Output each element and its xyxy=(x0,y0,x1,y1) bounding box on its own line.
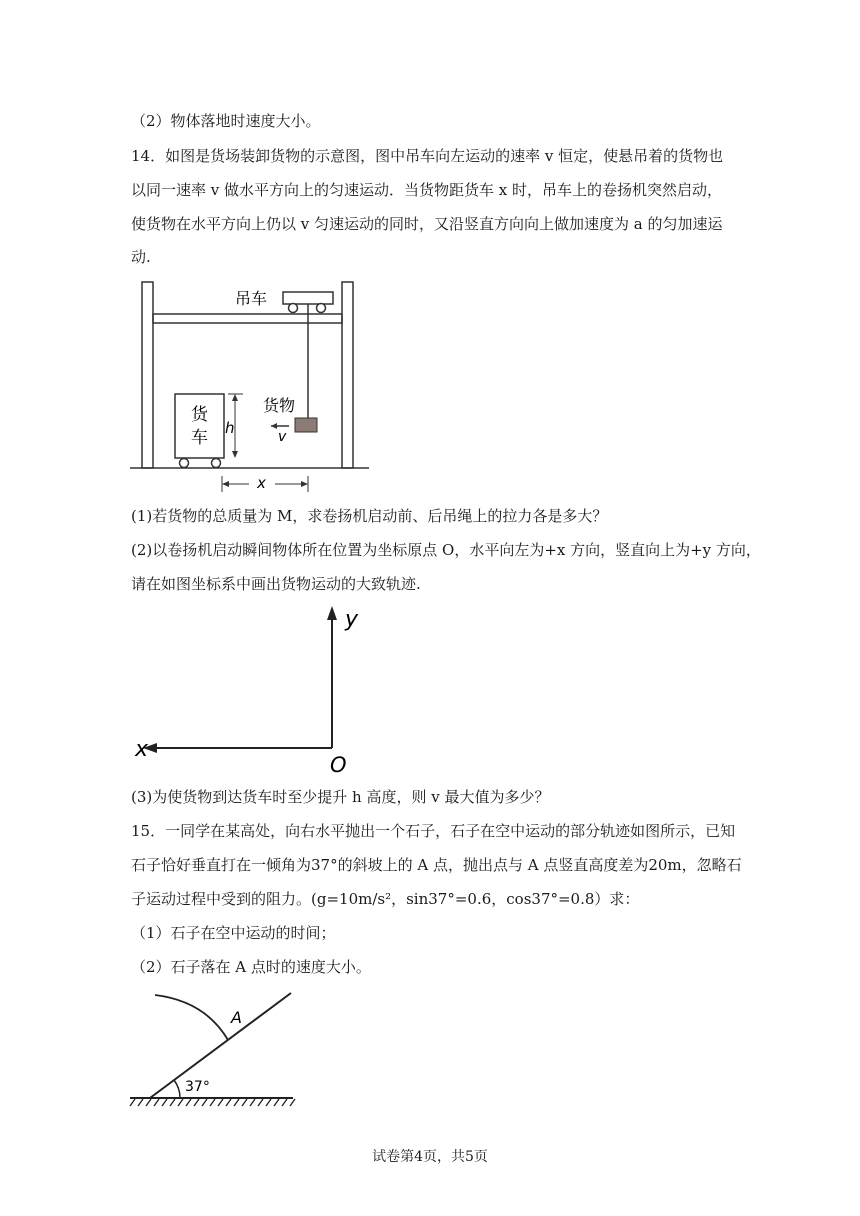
q14-sub2-line-1: (2)以卷扬机启动瞬间物体所在位置为坐标原点 O，水平向左为+x 方向，竖直向上为+y 方向， xyxy=(131,541,761,559)
truck-body xyxy=(175,394,224,458)
q14-intro-line-4: 动. xyxy=(131,248,151,266)
truck-label-top: 货 xyxy=(191,405,208,425)
angle-label: 37° xyxy=(185,1079,210,1095)
q15-slope-figure xyxy=(125,985,300,1115)
q14-intro-line-3: 使货物在水平方向上仍以 v 匀速运动的同时，又沿竖直方向向上做加速度为 a 的匀加速运 xyxy=(131,215,723,233)
height-label: h xyxy=(225,419,235,437)
point-a-label: A xyxy=(231,1008,242,1027)
cargo-label: 货物 xyxy=(263,396,296,415)
q15-intro-line-3: 子运动过程中受到的阻力。(g=10m/s²，sin37°=0.6，cos37°=0.8）求： xyxy=(131,890,640,908)
y-axis-label: y xyxy=(345,607,359,632)
q13-part2: （2）物体落地时速度大小。 xyxy=(131,112,321,130)
q14-intro-line-1: 14．如图是货场装卸货物的示意图，图中吊车向左运动的速率 v 恒定，使悬吊着的货物也 xyxy=(131,147,724,165)
q14-sub3: (3)为使货物到达货车时至少提升 h 高度，则 v 最大值为多少？ xyxy=(131,788,550,806)
q14-sub1: (1)若货物的总质量为 M，求卷扬机启动前、后吊绳上的拉力各是多大？ xyxy=(131,507,608,525)
truck-label-bottom: 车 xyxy=(191,428,208,448)
q14-crane-figure xyxy=(125,276,375,498)
q15-sub1: （1）石子在空中运动的时间； xyxy=(131,924,336,942)
q15-intro-line-1: 15．一同学在某高处，向右水平抛出一个石子，石子在空中运动的部分轨迹如图所示，已知 xyxy=(131,822,736,840)
cargo-box xyxy=(295,418,317,432)
origin-label: O xyxy=(330,753,347,777)
page-footer: 试卷第4页，共5页 xyxy=(372,1149,488,1165)
q14-sub2-line-2: 请在如图坐标系中画出货物运动的大致轨迹. xyxy=(131,575,421,593)
velocity-label: v xyxy=(278,429,287,445)
distance-label: x xyxy=(257,474,266,492)
q15-sub2: （2）石子落在 A 点时的速度大小。 xyxy=(131,958,371,976)
q14-intro-line-2: 以同一速率 v 做水平方向上的匀速运动．当货物距货车 x 时，吊车上的卷扬机突然启动， xyxy=(131,181,723,199)
x-axis-label: x xyxy=(135,737,149,762)
crane-label: 吊车 xyxy=(235,289,268,308)
q14-coordinate-axes xyxy=(125,600,375,778)
q15-intro-line-2: 石子恰好垂直打在一倾角为37°的斜坡上的 A 点，抛出点与 A 点竖直高度差为20m，忽略石 xyxy=(131,856,742,874)
